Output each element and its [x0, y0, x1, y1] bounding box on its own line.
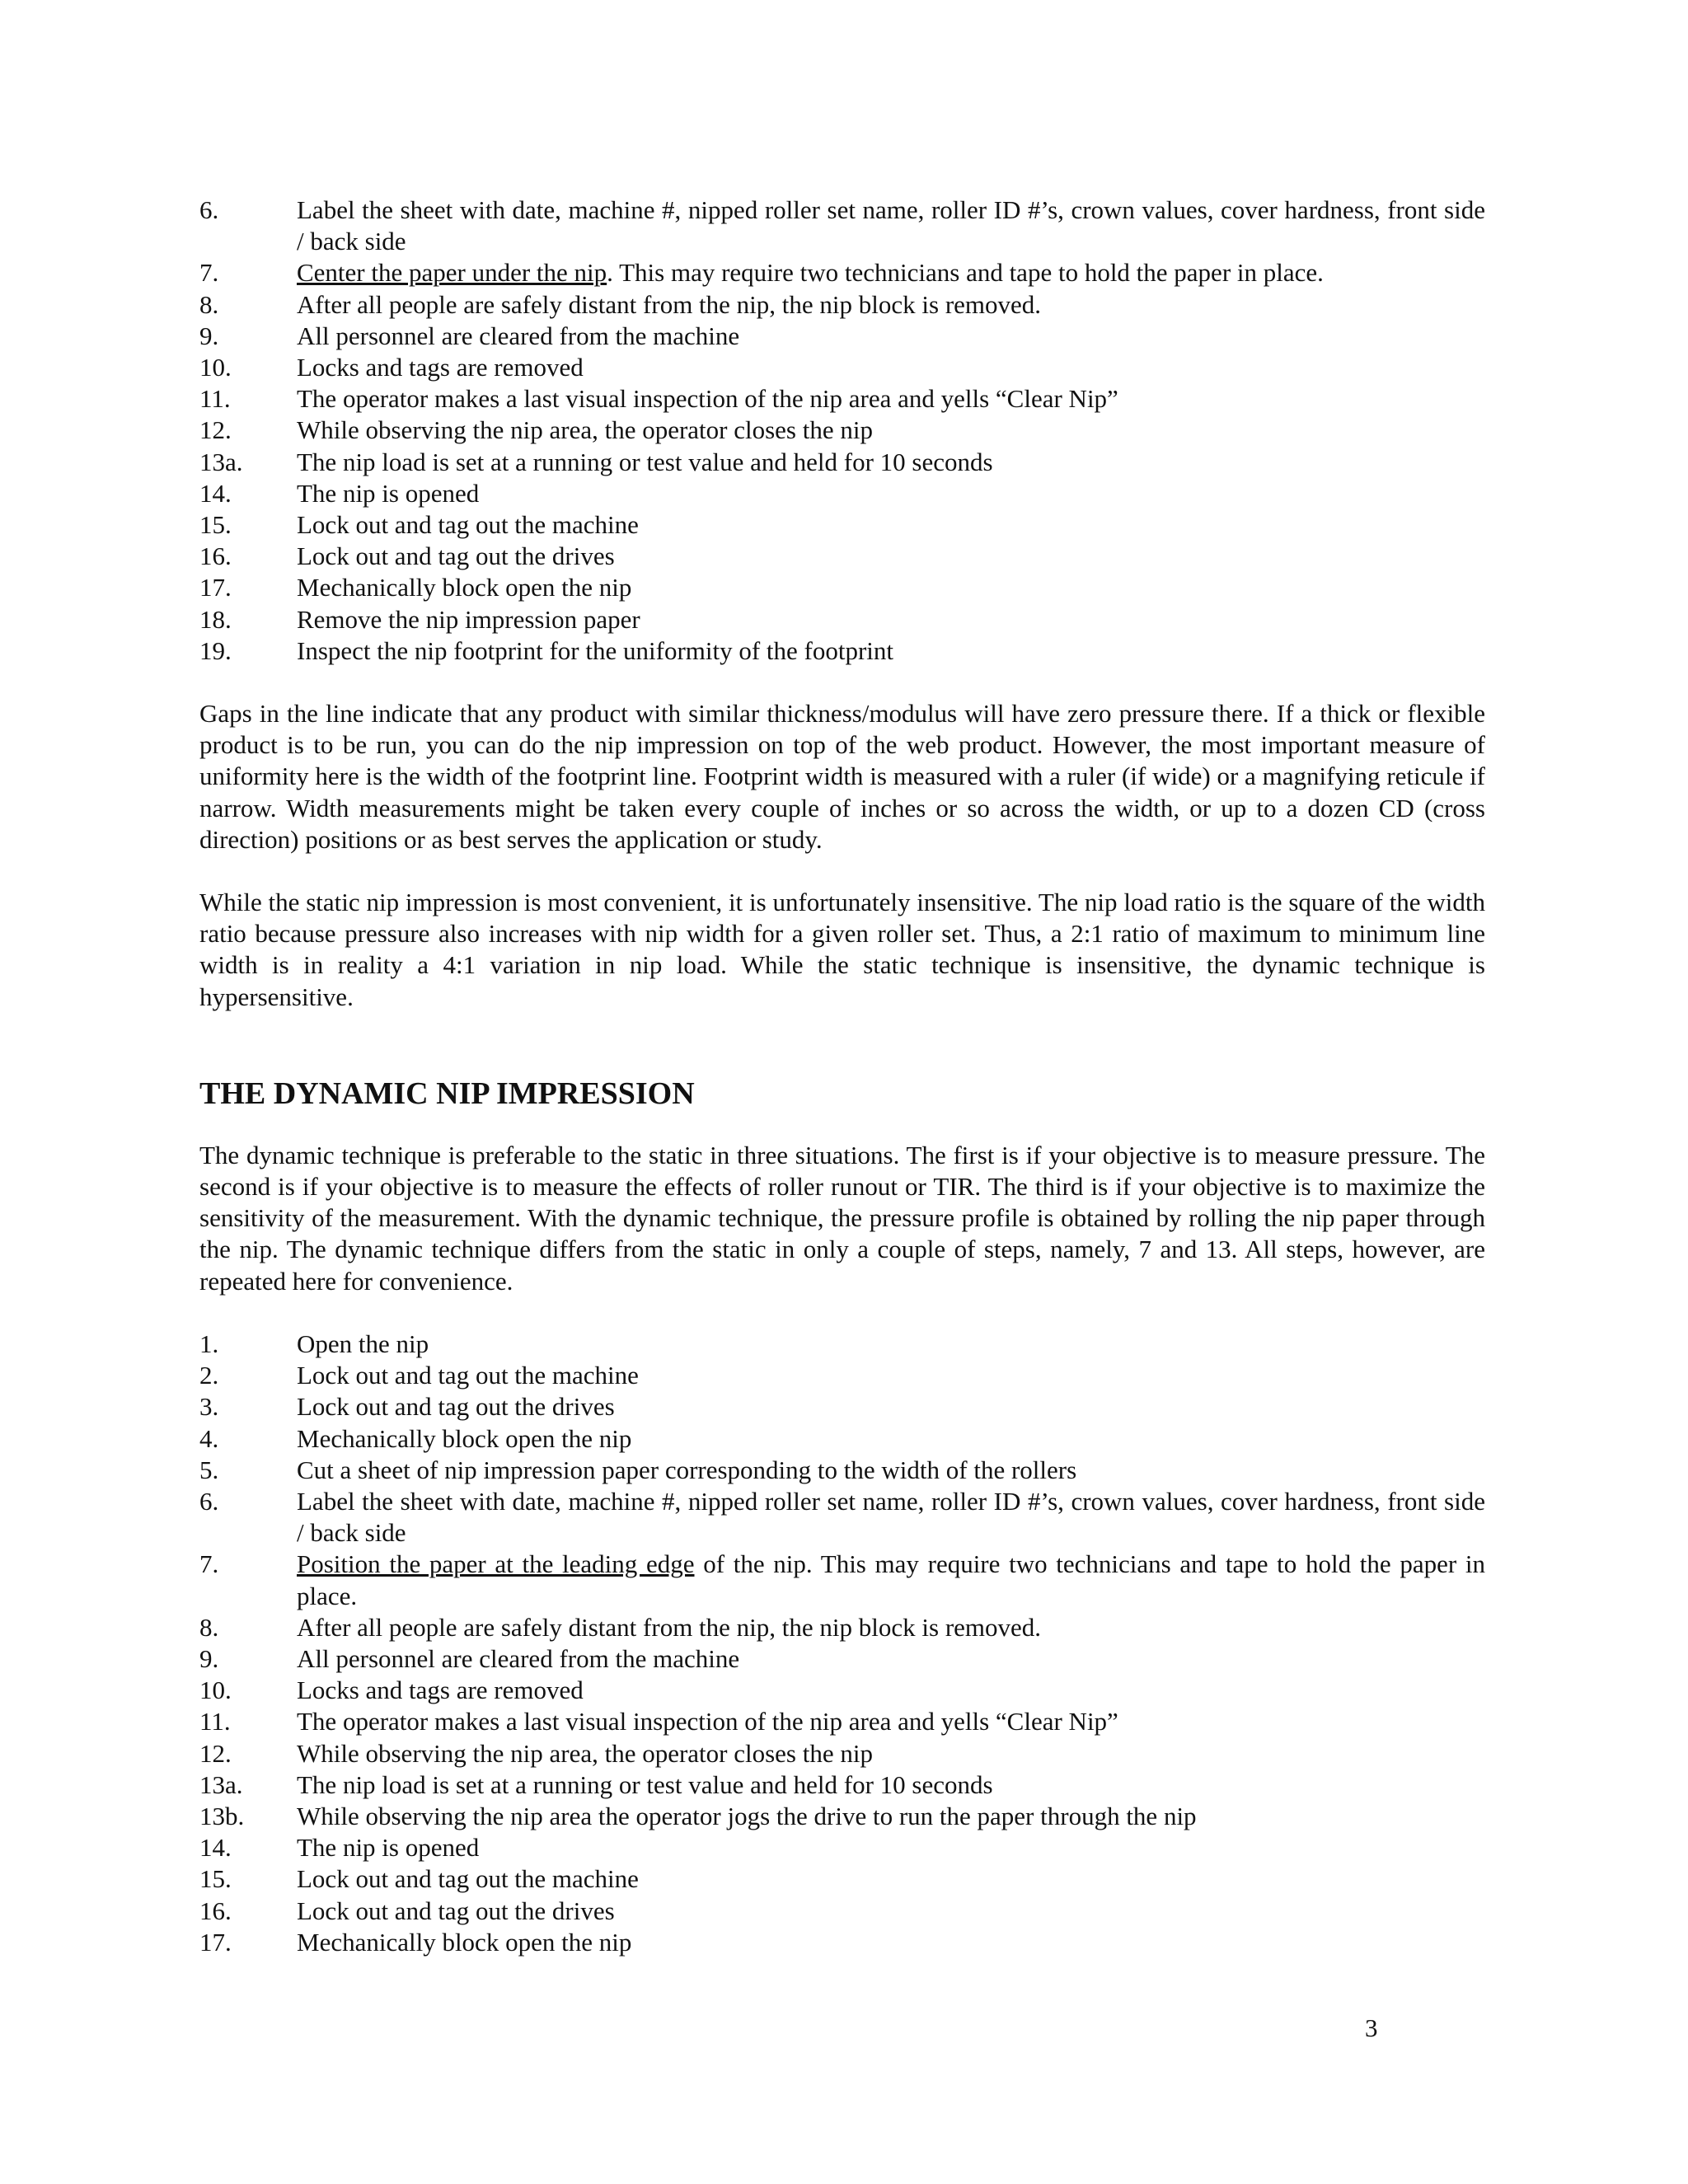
- list-item: [199, 541, 1485, 572]
- step-number: 12.: [199, 415, 232, 445]
- step-number: 10.: [199, 1675, 232, 1705]
- list-item: [199, 1391, 1485, 1422]
- dynamic-procedure-list: [199, 1329, 1485, 1958]
- step-number: 8.: [199, 1612, 219, 1642]
- step-number: 2.: [199, 1361, 219, 1390]
- step-text: Mechanically block open the nip: [297, 573, 632, 602]
- list-item: [199, 1486, 1485, 1549]
- step-text: The nip load is set at a running or test value and held for 10 seconds: [297, 447, 993, 476]
- step-number: 13b.: [199, 1801, 245, 1830]
- step-number: 6.: [199, 1486, 219, 1516]
- list-item: [199, 383, 1485, 415]
- step-text: Label the sheet with date, machine #, nipped roller set name, roller ID #’s, crown values, cover hardness, front side / back side: [297, 1486, 1485, 1548]
- step-number: 14.: [199, 478, 232, 508]
- step-text: The operator makes a last visual inspection of the nip area and yells “Clear Nip”: [297, 1707, 1118, 1736]
- step-text: Lock out and tag out the drives: [297, 1392, 615, 1422]
- step-text-underlined: Position the paper at the leading edge: [297, 1549, 695, 1579]
- step-number: 17.: [199, 1927, 232, 1957]
- list-item: [199, 1738, 1485, 1769]
- list-item: [199, 1706, 1485, 1737]
- step-number: 1.: [199, 1329, 219, 1358]
- list-item: [199, 572, 1485, 603]
- step-number: 17.: [199, 573, 232, 602]
- step-text: All personnel are cleared from the machine: [297, 1643, 740, 1673]
- section-heading: THE DYNAMIC NIP IMPRESSION: [199, 1076, 695, 1111]
- step-text: All personnel are cleared from the machine: [297, 321, 740, 350]
- step-text: The nip load is set at a running or test value and held for 10 seconds: [297, 1769, 993, 1799]
- step-number: 5.: [199, 1455, 219, 1484]
- step-text: Locks and tags are removed: [297, 1675, 584, 1705]
- step-text: Open the nip: [297, 1329, 429, 1358]
- step-text: After all people are safely distant from the nip, the nip block is removed.: [297, 1612, 1042, 1642]
- step-text: Label the sheet with date, machine #, nipped roller set name, roller ID #’s, crown values, cover hardness, front side / back side: [297, 195, 1485, 256]
- list-item: [199, 1675, 1485, 1706]
- step-text: Lock out and tag out the drives: [297, 1896, 615, 1925]
- list-item: [199, 1360, 1485, 1391]
- step-text: Remove the nip impression paper: [297, 604, 640, 634]
- step-number: 19.: [199, 635, 232, 665]
- list-item: [199, 1643, 1485, 1675]
- step-number: 15.: [199, 510, 232, 540]
- step-number: 8.: [199, 289, 219, 319]
- body-paragraph-dynamic-intro: The dynamic technique is preferable to the static in three situations. The first is if your objective is to measure pressure. The second is if your objective is to measure the effects of roller runout or TIR. The third is if your objective is to maximize the sensitivity of the measurement. With the dynamic technique, the pressure profile is obtained by rolling the nip paper through the nip. The dynamic technique differs from the static in only a couple of steps, namely, 7 and 13. All steps, however, are repeated here for convenience.: [199, 1140, 1485, 1296]
- step-number: 16.: [199, 1896, 232, 1925]
- list-item: [199, 1863, 1485, 1895]
- step-number: 11.: [199, 1707, 231, 1736]
- list-item: [199, 1329, 1485, 1360]
- list-item: [199, 1769, 1485, 1801]
- step-text: Lock out and tag out the machine: [297, 510, 639, 540]
- step-number: 7.: [199, 1549, 219, 1579]
- list-item: [199, 257, 1485, 288]
- static-procedure-list: [199, 194, 1485, 667]
- step-number: 4.: [199, 1423, 219, 1453]
- step-number: 12.: [199, 1738, 232, 1768]
- step-text: Lock out and tag out the machine: [297, 1864, 639, 1894]
- list-item: [199, 1801, 1485, 1832]
- step-text: Lock out and tag out the machine: [297, 1361, 639, 1390]
- page-number: 3: [1365, 2013, 1378, 2042]
- step-number: 15.: [199, 1864, 232, 1894]
- step-text-underlined: Center the paper under the nip: [297, 258, 607, 288]
- list-item: [199, 509, 1485, 541]
- step-text: Lock out and tag out the drives: [297, 541, 615, 571]
- list-item: [199, 1423, 1485, 1455]
- list-item: [199, 289, 1485, 321]
- step-number: 6.: [199, 195, 219, 224]
- step-text: While observing the nip area, the operator closes the nip: [297, 415, 873, 445]
- list-item: [199, 478, 1485, 509]
- step-text: The nip is opened: [297, 478, 480, 508]
- step-text: Inspect the nip footprint for the uniformity of the footprint: [297, 635, 894, 665]
- step-text: While observing the nip area, the operator closes the nip: [297, 1738, 873, 1768]
- step-text: of the nip. This may require two technicians and tape to hold the paper in place.: [297, 1549, 1485, 1610]
- step-text: While observing the nip area the operator jogs the drive to run the paper through the nip: [297, 1801, 1197, 1830]
- list-item: [199, 415, 1485, 446]
- step-text: Mechanically block open the nip: [297, 1927, 632, 1957]
- body-paragraph-static-insensitive: While the static nip impression is most convenient, it is unfortunately insensitive. The nip load ratio is the square of the width ratio because pressure also increases with nip width for a given roller set. Thus, a 2:1 ratio of maximum to minimum line width is in reality a 4:1 variation in nip load. While the static technique is insensitive, the dynamic technique is hypersensitive.: [199, 888, 1485, 1011]
- step-text: The nip is opened: [297, 1833, 480, 1863]
- step-number: 7.: [199, 258, 219, 288]
- step-text: After all people are safely distant from the nip, the nip block is removed.: [297, 289, 1042, 319]
- list-item: [199, 1832, 1485, 1863]
- step-text: Mechanically block open the nip: [297, 1423, 632, 1453]
- list-item: [199, 1455, 1485, 1486]
- step-text: Cut a sheet of nip impression paper corresponding to the width of the rollers: [297, 1455, 1077, 1484]
- step-text: . This may require two technicians and tape to hold the paper in place.: [607, 258, 1324, 288]
- step-number: 14.: [199, 1833, 232, 1863]
- step-number: 10.: [199, 353, 232, 382]
- body-paragraph-gaps: Gaps in the line indicate that any product with similar thickness/modulus will have zero pressure there. If a thick or flexible product is to be run, you can do the nip impression on top of the web product. However, the most important measure of uniformity here is the width of the footprint line. Footprint width is measured with a ruler (if wide) or a magnifying reticule if narrow. Width measurements might be taken every couple of inches or so across the width, or up to a dozen CD (cross direction) positions or as best serves the application or study.: [199, 699, 1485, 854]
- list-item: [199, 352, 1485, 383]
- step-text: Locks and tags are removed: [297, 353, 584, 382]
- step-number: 13a.: [199, 447, 243, 476]
- list-item: [199, 321, 1485, 352]
- step-number: 18.: [199, 604, 232, 634]
- step-number: 11.: [199, 384, 231, 414]
- document-page: [199, 194, 1485, 1958]
- list-item: [199, 1896, 1485, 1927]
- list-item: [199, 1549, 1485, 1611]
- list-item: [199, 635, 1485, 667]
- list-item: [199, 447, 1485, 478]
- step-text: The operator makes a last visual inspection of the nip area and yells “Clear Nip”: [297, 384, 1118, 414]
- step-number: 9.: [199, 1643, 219, 1673]
- step-number: 16.: [199, 541, 232, 571]
- list-item: [199, 1927, 1485, 1958]
- list-item: [199, 604, 1485, 635]
- step-number: 13a.: [199, 1769, 243, 1799]
- list-item: [199, 194, 1485, 257]
- step-number: 9.: [199, 321, 219, 350]
- step-number: 3.: [199, 1392, 219, 1422]
- list-item: [199, 1612, 1485, 1643]
